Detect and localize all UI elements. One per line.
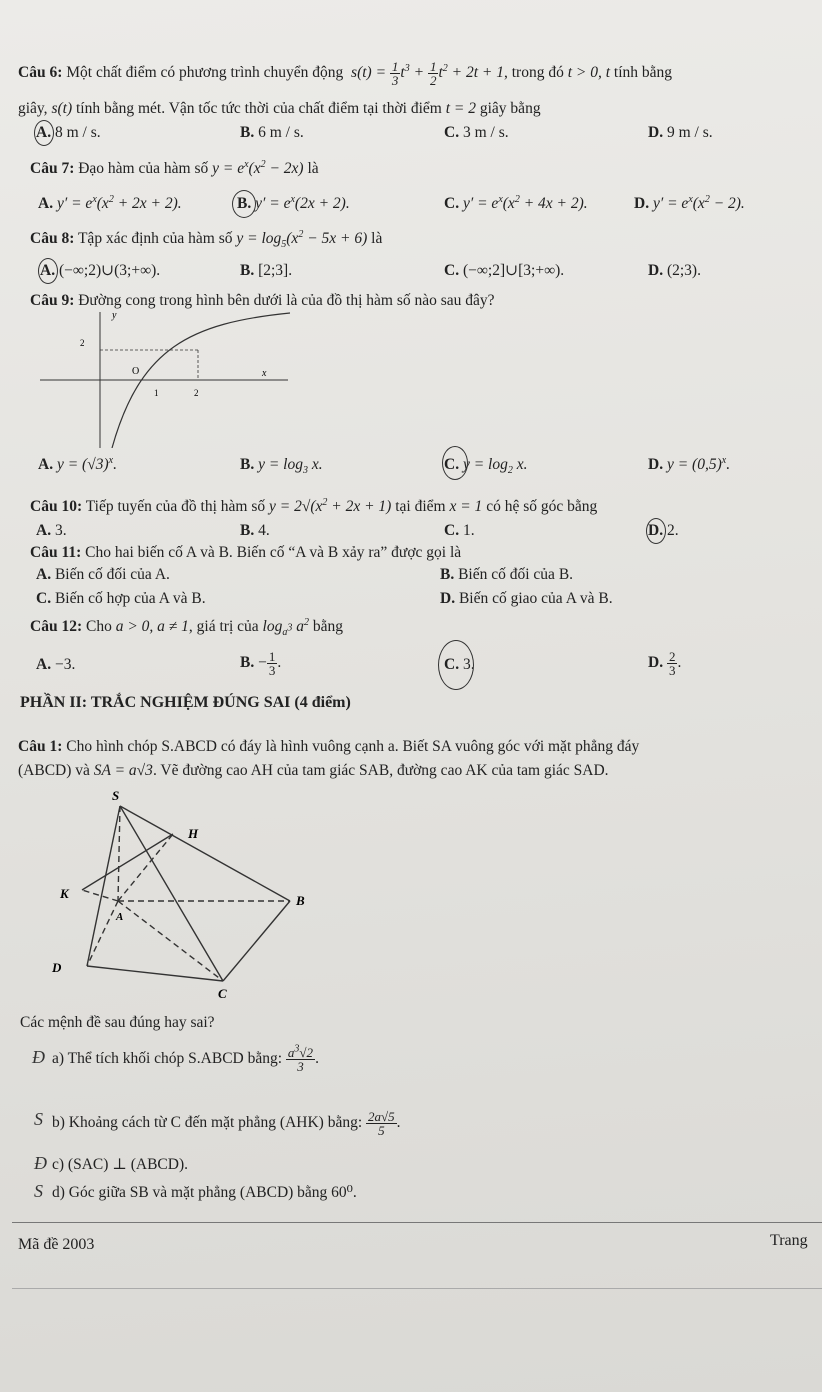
q7-formula: $y = e^x(x^2 - 2x)$ (212, 158, 304, 177)
q6-option-a: A. 8 m / s. (36, 124, 101, 141)
q9-option-b: B. $y = \log_3 x$. (240, 456, 323, 477)
q8-option-d-text: (2;3). (666, 262, 701, 279)
q8-option-a-text: (−∞;2)∪(3;+∞). (58, 262, 161, 279)
mark-d: S (34, 1181, 43, 1201)
height-ak (82, 890, 118, 901)
q6-stem2: , trong đó (503, 64, 564, 82)
origin-label: O (132, 366, 140, 377)
q6-st: s(t) (51, 100, 73, 117)
q12-stem2: , giá trị của (188, 618, 259, 635)
q7-stem-end: là (307, 160, 319, 177)
q11-option-c-text: Biến cố hợp của A và B. (54, 590, 206, 607)
q7-option-d: D. $y' = e^x(x^2 - 2)$. (634, 193, 745, 212)
q7-option-a: A. $y' = e^x(x^2 + 2x + 2)$. (38, 193, 182, 212)
q12-option-a-text: −3. (54, 656, 76, 673)
statement-b-text: b) Khoảng cách từ C đến mặt phẳng (AHK) bằng: (52, 1114, 363, 1132)
q6-option-c: C. 3 m / s. (444, 124, 509, 141)
part2-heading: PHẦN II: TRẮC NGHIỆM ĐÚNG SAI (4 điểm) (20, 694, 351, 711)
q10-stem2: tại điểm (395, 498, 446, 515)
q6-stem: Một chất điểm có phương trình chuyển động (66, 64, 344, 82)
tick-y2: 2 (80, 338, 85, 348)
q6-label: Câu 6: (18, 64, 63, 82)
circle-q9-c (442, 446, 468, 480)
q6-stem3: tính bằng (613, 64, 673, 82)
q7-stem-text: Đạo hàm của hàm số (78, 160, 209, 177)
circle-q8-a (38, 258, 58, 284)
p2q1-line2b: . Vẽ đường cao AH của tam giác SAB, đường cao AK của tam giác SAD. (152, 762, 609, 779)
q11-option-b-text: Biến cố đối của B. (458, 566, 574, 583)
vertex-b: B (296, 893, 305, 908)
p2q1-sa: SA = a√3 (93, 762, 153, 779)
edge-sd (87, 806, 120, 966)
circle-q6-a (34, 120, 54, 146)
q8-option-b-text: [2;3]. (258, 262, 293, 279)
q11-label: Câu 11: (30, 544, 82, 561)
q8-option-d: D. (2;3). (648, 262, 701, 279)
circle-q10-d (646, 518, 666, 544)
vertex-s: S (112, 788, 120, 803)
q8-formula: $y = \log_5(x^2 - 5x + 6)$ (236, 228, 368, 251)
p2q1-line1-text: Cho hình chóp S.ABCD có đáy là hình vuông cạnh a. Biết SA vuông góc với mặt phẳng đáy (66, 738, 640, 755)
p2q1-line2a: (ABCD) và (18, 762, 90, 779)
q10-point: x = 1 (449, 498, 483, 515)
q11-stem (30, 544, 461, 562)
q8-stem-end: là (371, 230, 383, 247)
q10-label: Câu 10: (30, 498, 83, 515)
height-ah (118, 834, 173, 901)
q6-line1 (18, 60, 672, 87)
statement-d: d) Góc giữa SB và mặt phẳng (ABCD) bằng 60⁰. (52, 1184, 357, 1201)
q6-line2b: tính bằng mét. Vận tốc tức thời của chất điểm tại thời điểm (75, 100, 442, 117)
q12-stem3: bằng (312, 618, 343, 635)
q7-label: Câu 7: (30, 160, 75, 177)
q9-option-d: D. $y = (0,5)^x$. (648, 454, 731, 473)
q6-line2 (18, 100, 541, 118)
segment-kh (82, 834, 173, 890)
q10-option-a: A. 3. (36, 522, 67, 539)
circle-q12-c (438, 640, 474, 690)
q10-formula: $y = 2√(x^2 + 2x + 1)$ (268, 496, 392, 515)
tick-x1: 1 (154, 388, 159, 398)
q6-option-d-text: 9 m / s. (666, 124, 713, 141)
q10-option-c-text: 1. (462, 522, 475, 539)
q12-option-b: B. − $\frac{1}{3}$ . (240, 649, 282, 678)
tick-x2: 2 (194, 388, 199, 398)
q6-line2c: giây bằng (479, 100, 541, 117)
q10-option-d-text: 2. (666, 522, 679, 539)
q10-option-b: B. 4. (240, 522, 270, 539)
q9-stem-text: Đường cong trong hình bên dưới là của đồ thị hàm số nào sau đây? (78, 292, 495, 309)
q8-label: Câu 8: (30, 230, 75, 247)
diag-ac (118, 901, 223, 981)
q10-stem1: Tiếp tuyến của đồ thị hàm số (85, 498, 266, 515)
q11-option-c: C. Biến cố hợp của A và B. (36, 590, 206, 607)
q11-option-a-text: Biến cố đối của A. (54, 566, 170, 583)
q9-option-a: A. $y = (√3)^x$. (38, 454, 117, 473)
q6-option-b: B. 6 m / s. (240, 124, 304, 141)
edge-ad (87, 901, 118, 966)
q12-option-c-text: 3. (462, 656, 475, 673)
q10-stem (30, 498, 597, 516)
q8-option-c: C. (−∞;2]∪[3;+∞). (444, 262, 565, 279)
p2q1-question: Các mệnh đề sau đúng hay sai? (20, 1014, 215, 1031)
q12-stem (30, 616, 343, 639)
point-h: H (188, 826, 199, 841)
q10-stem3: có hệ số góc bằng (486, 498, 598, 515)
q12-formula: $\log_{a^3} a^2$ (262, 616, 309, 639)
edge-cb (223, 901, 290, 981)
circle-q7-b (232, 190, 256, 218)
q7-option-c: C. $y' = e^x(x^2 + 4x + 2)$. (444, 193, 588, 212)
q6-condition: t > 0, t (567, 64, 611, 82)
q6-t2: t = 2 (445, 100, 476, 117)
vertex-d: D (52, 960, 62, 975)
edge-dc (87, 966, 223, 981)
q6-option-d: D. 9 m / s. (648, 124, 713, 141)
statement-a-value: $\frac{a^3√2}{3}$ (287, 1043, 314, 1074)
q10-option-c: C. 1. (444, 522, 475, 539)
footer-rule (12, 1222, 822, 1223)
q6-option-c-text: 3 m / s. (462, 124, 509, 141)
y-axis-label: y (112, 310, 117, 321)
page-label: Trang (770, 1232, 808, 1249)
q8-option-b: B. [2;3]. (240, 262, 293, 279)
q12-label: Câu 12: (30, 618, 83, 635)
p2q1-line1 (18, 738, 639, 756)
q10-option-b-text: 4. (258, 522, 270, 539)
q6-line2a: giây, (18, 100, 48, 117)
q10-option-a-text: 3. (54, 522, 67, 539)
p2q1-line2 (18, 762, 609, 780)
q9-label: Câu 9: (30, 292, 75, 309)
q11-stem-text: Cho hai biến cố A và B. Biến cố “A và B xảy ra” được gọi là (85, 544, 462, 561)
q7-option-b: B. $y' = e^x(2x + 2)$. (237, 193, 350, 212)
x-axis-label: x (262, 368, 267, 379)
statement-a-text: a) Thể tích khối chóp S.ABCD bằng: (52, 1050, 283, 1068)
q10-option-d: D. 2. (648, 522, 679, 539)
q12-option-a: A. −3. (36, 656, 76, 673)
q6-formula: s(t) = $\frac{1}{3}$ $t^3$ + $\frac{1}{2}$ $t^2 + 2t + 1$ (347, 59, 504, 88)
q9-option-c: C. $y = \log_2 x$. (444, 456, 528, 477)
q8-stem-text: Tập xác định của hàm số (77, 230, 233, 247)
q7-stem (30, 160, 319, 178)
mark-c: Đ (34, 1153, 47, 1173)
q6-option-a-text: 8 m / s. (54, 124, 101, 141)
mark-b: S (34, 1109, 43, 1129)
q11-option-a: A. Biến cố đối của A. (36, 566, 170, 583)
p2q1-label: Câu 1: (18, 738, 63, 755)
q11-option-b: B. Biến cố đối của B. (440, 566, 574, 583)
q9-graph (40, 308, 300, 448)
edge-sc (120, 806, 223, 981)
q12-condition: a > 0, a ≠ 1 (115, 618, 189, 635)
vertex-a: A (116, 911, 124, 923)
q11-option-d: D. Biến cố giao của A và B. (440, 590, 613, 607)
point-k: K (60, 886, 69, 901)
q12-option-c: C. 3. (444, 656, 475, 673)
q8-stem (30, 228, 383, 251)
statement-b: b) Khoảng cách từ C đến mặt phẳng (AHK) bằng: $\frac{2a√5}{5}$ . (52, 1109, 401, 1138)
statement-a: a) Thể tích khối chóp S.ABCD bằng: $\frac{a^3√2}{3}$ . (52, 1043, 319, 1074)
statement-b-value: $\frac{2a√5}{5}$ (368, 1109, 395, 1138)
q8-option-c-text: (−∞;2]∪[3;+∞). (462, 262, 565, 279)
footer-rule-2 (12, 1288, 822, 1289)
edge-sa (118, 806, 120, 901)
q12-stem1: Cho (85, 618, 112, 635)
q12-option-d: D. $\frac{2}{3}$ . (648, 649, 682, 678)
statement-c: c) (SAC) ⊥ (ABCD). (52, 1156, 188, 1173)
pyramid-figure (30, 786, 330, 1006)
edge-sb (120, 806, 290, 901)
vertex-c: C (218, 986, 227, 1001)
exam-code: Mã đề 2003 (18, 1236, 95, 1253)
mark-a: Đ (32, 1047, 45, 1067)
q11-option-d-text: Biến cố giao của A và B. (458, 590, 613, 607)
q8-option-a: A. (−∞;2)∪(3;+∞). (40, 262, 161, 279)
q6-option-b-text: 6 m / s. (258, 124, 304, 141)
